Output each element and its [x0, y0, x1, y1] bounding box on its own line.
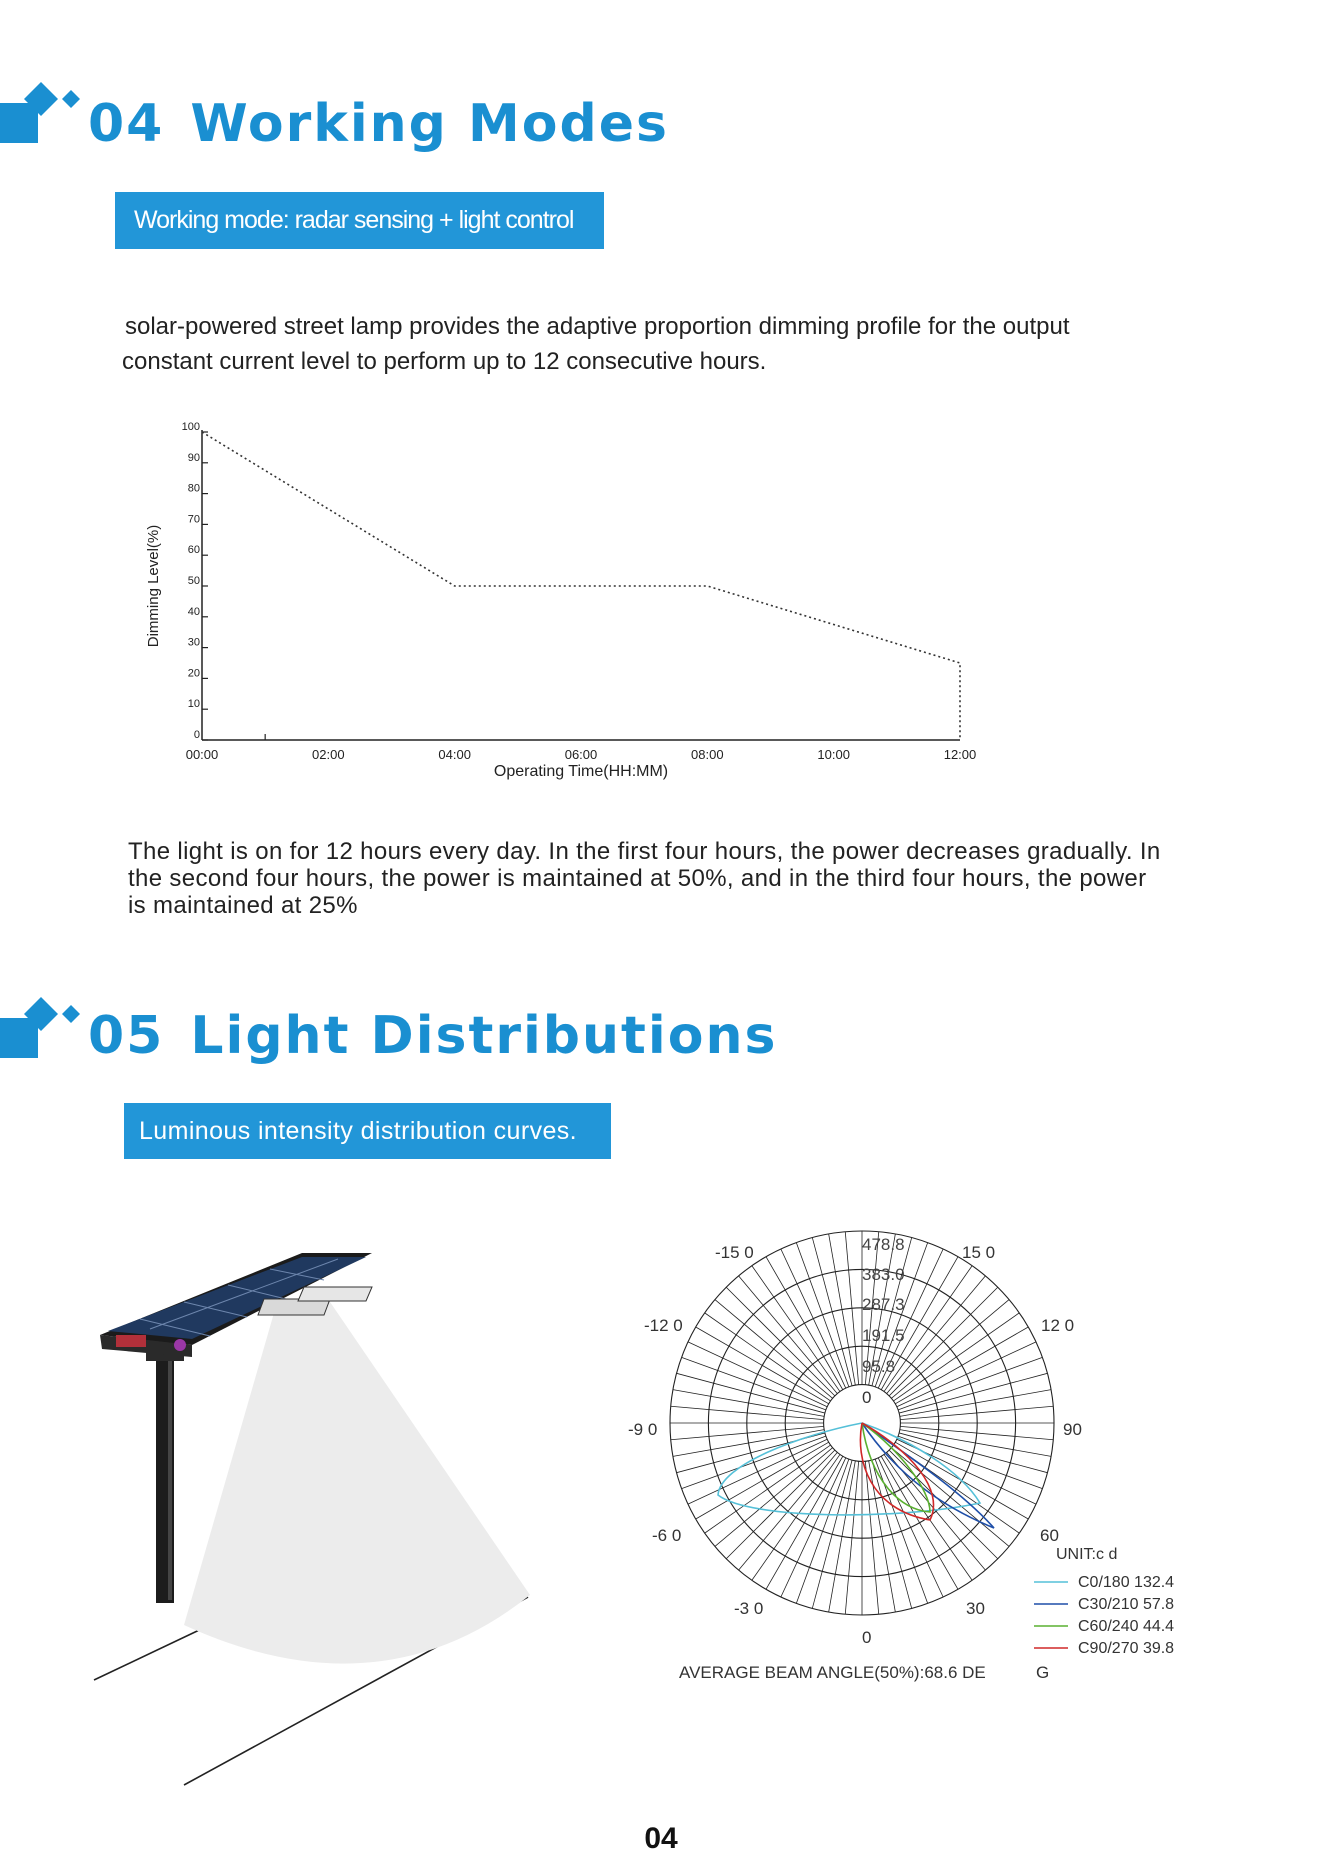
polar-spoke: [897, 1342, 1036, 1407]
section-04-number: 04: [88, 94, 165, 154]
y-tick-label: 60: [187, 544, 200, 557]
description-line-3: is maintained at 25%: [128, 892, 358, 919]
polar-spoke: [715, 1448, 833, 1547]
page-number: 04: [644, 1822, 678, 1855]
polar-spoke: [688, 1342, 827, 1407]
polar-spoke: [781, 1249, 846, 1388]
working-mode-badge: Working mode: radar sensing + light control: [115, 192, 604, 249]
legend-label-c60: C60/240 44.4: [1078, 1618, 1175, 1635]
radial-label-287-3: 287.3: [862, 1295, 905, 1314]
dimming-series-line: [202, 432, 960, 740]
section-05-logo-icon: [0, 990, 86, 1058]
x-tick-label: 12:00: [943, 747, 977, 762]
radial-label-383-0: 383.0: [862, 1265, 905, 1284]
radial-label-191-5: 191.5: [862, 1326, 905, 1345]
polar-spoke: [829, 1234, 856, 1385]
dimming-profile-chart: [140, 420, 1020, 800]
polar-spoke: [899, 1373, 1047, 1413]
section-04-logo-icon: [0, 75, 86, 143]
polar-spoke: [881, 1456, 958, 1589]
polar-spoke: [715, 1300, 833, 1399]
polar-spoke: [812, 1460, 852, 1608]
description-line-1: The light is on for 12 hours every day. In the first four hours, the power decreases gradually. In: [128, 838, 1161, 865]
angle-label-neg90: -9 0: [628, 1420, 658, 1439]
y-tick-label: 70: [187, 513, 200, 526]
intro-line-1: solar-powered street lamp provides the adaptive proportion dimming profile for the output: [125, 313, 1070, 340]
y-tick-label: 0: [193, 729, 200, 741]
polar-spoke: [688, 1439, 827, 1504]
section-04-title: Working Modes: [190, 94, 669, 154]
polar-spoke: [696, 1327, 829, 1404]
x-tick-label: 10:00: [817, 747, 850, 762]
angle-label-120: 12 0: [1041, 1316, 1075, 1335]
luminous-intensity-polar-diagram: [600, 1220, 1220, 1700]
polar-spoke: [673, 1390, 824, 1417]
y-tick-label: 50: [187, 575, 200, 587]
y-tick-label: 40: [187, 605, 200, 618]
polar-spoke: [696, 1442, 829, 1519]
y-tick-label: 90: [187, 451, 200, 464]
polar-legend: [1034, 1574, 1174, 1657]
angle-label-neg60: -6 0: [652, 1526, 682, 1545]
section-05-number: 05: [88, 1006, 165, 1066]
x-axis-label: Operating Time(HH:MM): [493, 763, 669, 780]
radial-label-478-8: 478.8: [862, 1235, 905, 1254]
polar-spoke: [812, 1238, 852, 1386]
angle-label-0: 0: [862, 1628, 872, 1647]
angle-label-neg30: -3 0: [734, 1599, 764, 1618]
description-line-2: the second four hours, the power is maintained at 50%, and in the third four hours, the power: [128, 865, 1147, 892]
unit-label: UNIT:c d: [1056, 1546, 1118, 1563]
section-04-heading: [88, 94, 669, 154]
y-tick-label: 100: [181, 421, 200, 433]
angle-label-neg150: -15 0: [715, 1243, 754, 1262]
x-tick-label: 06:00: [564, 747, 598, 762]
polar-spoke: [891, 1300, 1009, 1399]
y-tick-label: 30: [187, 636, 200, 649]
luminous-intensity-badge: Luminous intensity distribution curves.: [124, 1103, 611, 1159]
beam-angle-unit: G: [1036, 1663, 1050, 1682]
intro-line-2: constant current level to perform up to 12 consecutive hours.: [122, 348, 767, 375]
polar-spoke: [677, 1373, 825, 1413]
section-05-heading: [88, 1006, 777, 1066]
beam-angle-label: AVERAGE BEAM ANGLE(50%):68.6 DE: [679, 1663, 986, 1682]
angle-label-neg120: -12 0: [644, 1316, 683, 1335]
legend-label-c0: C0/180 132.4: [1078, 1574, 1175, 1591]
polar-spoke: [739, 1276, 838, 1394]
angle-label-90: 90: [1063, 1420, 1082, 1439]
section-05-title: Light Distributions: [190, 1006, 778, 1066]
polar-spoke: [766, 1456, 843, 1589]
legend-label-c30: C30/210 57.8: [1078, 1596, 1175, 1613]
x-tick-label: 04:00: [438, 747, 471, 762]
polar-spoke: [739, 1452, 838, 1570]
legend-label-c90: C90/270 39.8: [1078, 1640, 1175, 1657]
polar-spoke: [872, 1460, 912, 1608]
polar-spoke: [900, 1430, 1051, 1457]
polar-spoke: [891, 1448, 1009, 1547]
x-tick-label: 00:00: [185, 747, 219, 762]
y-tick-label: 10: [187, 698, 200, 711]
polar-spoke: [781, 1458, 846, 1597]
x-tick-label: 02:00: [312, 747, 345, 762]
angle-label-60: 60: [1040, 1526, 1059, 1545]
y-axis-label: Dimming Level(%): [145, 524, 162, 648]
polar-spoke: [900, 1390, 1051, 1417]
angle-label-30: 30: [966, 1599, 985, 1618]
polar-spoke: [766, 1257, 843, 1390]
street-lamp-illustration: [80, 1225, 540, 1805]
polar-spoke: [895, 1327, 1028, 1404]
x-tick-label: 08:00: [691, 747, 724, 762]
y-tick-label: 20: [187, 667, 200, 680]
polar-spoke: [899, 1433, 1047, 1473]
polar-spoke: [829, 1461, 856, 1612]
radial-label-0: 0: [862, 1388, 872, 1407]
radial-label-95-8: 95.8: [862, 1357, 896, 1376]
angle-label-150: 15 0: [962, 1243, 996, 1262]
polar-spoke: [673, 1430, 824, 1457]
y-tick-label: 80: [187, 482, 200, 495]
